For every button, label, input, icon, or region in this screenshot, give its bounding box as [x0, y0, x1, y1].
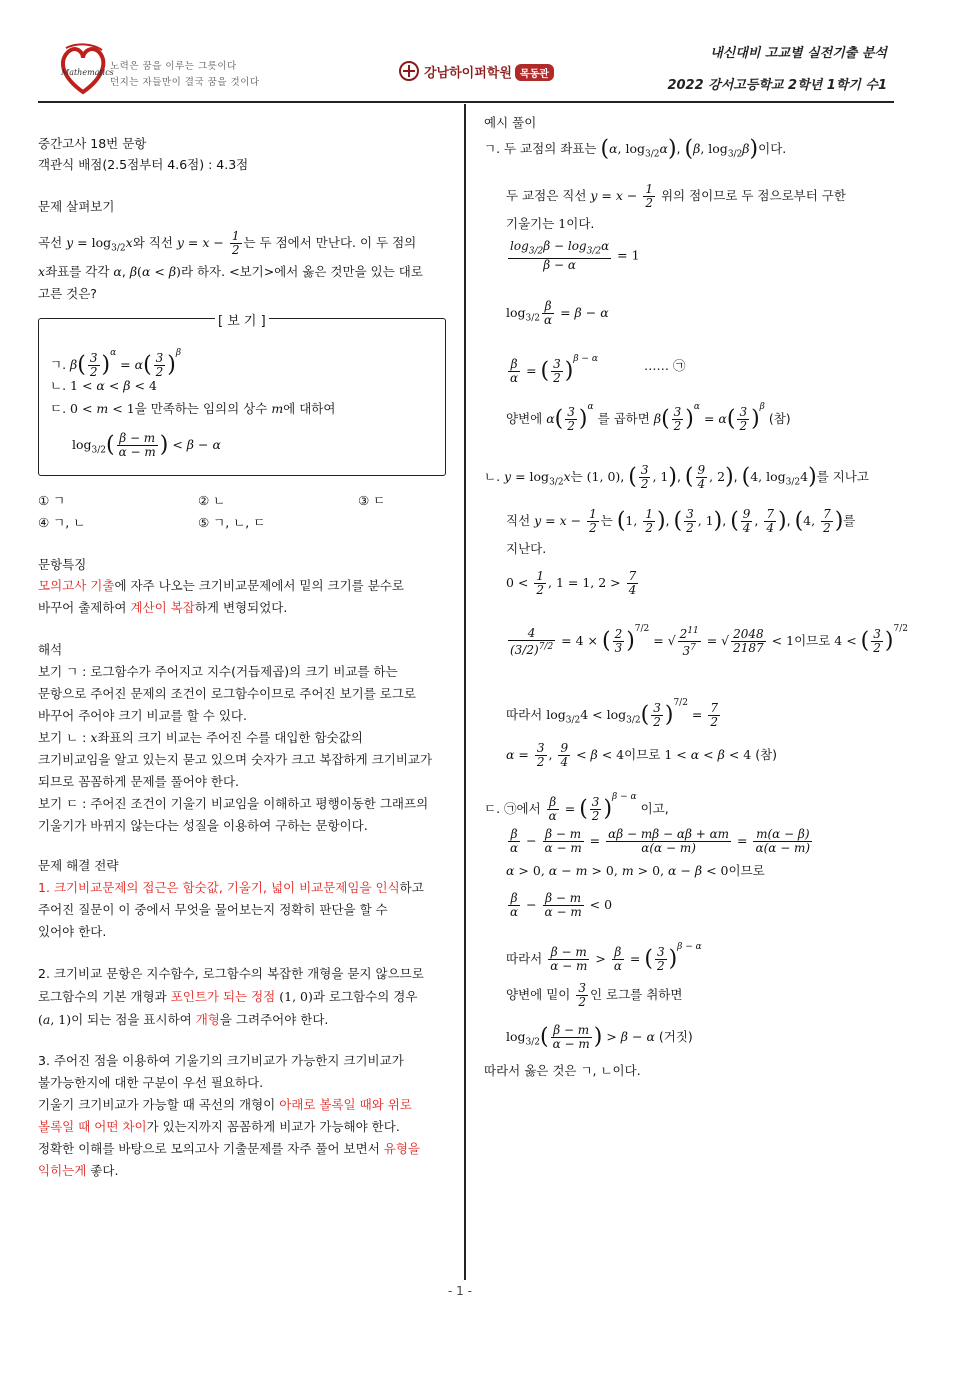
academy-brand [424, 62, 554, 81]
problem-line-2: x좌표를 각각 α, β(α < β)라 하자. <보기>에서 옳은 것만을 있는 대로 [38, 264, 423, 279]
look-heading: 문제 살펴보기 [38, 199, 115, 214]
analysis-line-2: 문항으로 주어진 문제의 조건이 로그함수이므로 주어진 보기를 로그로 [38, 686, 416, 701]
header-divider [38, 101, 894, 103]
brand-badge: 목동관 [515, 64, 554, 81]
feature-heading: 문항특징 [38, 557, 87, 572]
strategy-3-line-5: 정확한 이해를 바탕으로 모의고사 기출문제를 자주 풀어 보면서 유형을 [38, 1141, 420, 1156]
strategy-1-line-2: 주어진 질문이 이 중에서 무엇을 물어보는지 정확히 판단을 할 수 [38, 902, 388, 917]
choice-3[interactable]: ③ ㄷ [358, 493, 386, 508]
bogi-g: ㄱ. β( $\frac{3}{2}$ )$^\alpha$ = α( $\frac{3}{2}$ )$^\beta$ [50, 348, 182, 379]
sol-d-line-1: ㄷ. ㉠에서 $\frac{\beta}{\alpha}$ = ( $\frac{3}{2}$ )$^{\beta - \alpha}$ 이고, [484, 792, 669, 823]
sol-n-line-3: 지난다. [506, 541, 547, 556]
sol-n-line-1: ㄴ. $y = \log_{3/2}x$는 (1, 0), ( $\frac{3}{2}$ , 1), ( $\frac{9}{4}$ , 2), (4, $\log_{3/2}4$)를 지나고 [484, 463, 869, 491]
problem-line-1: 곡선 $y = \log_{3/2}x$와 직선 y = x − $\frac{1}{2}$ 는 두 점에서 만난다. 이 두 점의 [38, 229, 417, 257]
strategy-3-line-2: 불가능한지에 대한 구분이 우선 필요하다. [38, 1075, 264, 1090]
analysis-heading: 해석 [38, 642, 63, 657]
sol-d-eq-5: $\log_{3/2}$( $\frac{\beta - m}{\alpha - m}$ ) > β − α (거짓) [506, 1023, 693, 1051]
column-divider [464, 104, 466, 1280]
analysis-line-3: 바꾸어 주어야 크기 비교를 할 수 있다. [38, 708, 247, 723]
strategy-3-line-1: 3. 주어진 점을 이용하여 기울기의 크기비교가 가능한지 크기비교가 [38, 1053, 404, 1068]
header-title-1: 내신대비 고교별 실전기출 분석 [710, 46, 887, 61]
choice-5[interactable]: ⑤ ㄱ, ㄴ, ㄷ [198, 515, 266, 530]
header-quote-1: 노력은 꿈을 이루는 그릇이다 [110, 61, 237, 72]
question-title: 중간고사 18번 문항 [38, 136, 147, 151]
sol-n-eq-1: 0 < $\frac{1}{2}$ , 1 = 1, 2 > $\frac{7}{4}$ [506, 569, 637, 597]
page-number: - 1 - [448, 1284, 472, 1298]
strategy-2-line-2: 로그함수의 기본 개형과 포인트가 되는 정점 (1, 0)과 로그함수의 경우 [38, 989, 418, 1004]
bogi-title: [ 보 기 ] [215, 310, 269, 329]
question-score: 객관식 배점(2.5점부터 4.6점) : 4.3점 [38, 157, 249, 172]
problem-line-3: 고른 것은? [38, 286, 97, 301]
strategy-3-line-6: 익히는게 좋다. [38, 1163, 119, 1178]
sol-g-line-2: 두 교점은 직선 y = x − $\frac{1}{2}$ 위의 점이므로 두 점으로부터 구한 [506, 182, 846, 210]
sol-g-line-4: 양변에 α( $\frac{3}{2}$ )$^\alpha$ 를 곱하면 β( $\frac{3}{2}$ )$^\alpha$ = α( $\frac{3}{2}$ )$^\beta$ (참) [506, 402, 791, 433]
strategy-heading: 문제 해결 전략 [38, 858, 119, 873]
feature-line-1: 모의고사 기출에 자주 나오는 크기비교문제에서 밑의 크기를 분수로 [38, 578, 404, 593]
brand-name: 강남하이퍼학원 [424, 66, 512, 81]
academy-emblem-icon [398, 60, 420, 82]
strategy-2-line-3: (a, 1)이 되는 점을 표시하여 개형을 그려주어야 한다. [38, 1012, 329, 1027]
logo-script-text: Mathematics [61, 68, 114, 77]
strategy-1-line-3: 있어야 한다. [38, 924, 107, 939]
analysis-line-7: 보기 ㄷ : 주어진 조건이 기울기 비교임을 이해하고 평행이동한 그래프의 [38, 796, 429, 811]
equation-tag-1: …… ㉠ [644, 358, 686, 373]
sol-g-line-1: ㄱ. 두 교점의 좌표는 (α, $\log_{3/2}\alpha$), (β, $\log_{3/2}\beta$)이다. [484, 136, 787, 162]
sol-n-eq-4: α = $\frac{3}{2}$ , $\frac{9}{4}$ < β < 4이므로 1 < α < β < 4 (참) [506, 741, 778, 769]
strategy-1-line-1: 1. 크기비교문제의 접근은 함숫값, 기울기, 넓이 비교문제임을 인식하고 [38, 880, 424, 895]
strategy-3-line-4: 볼록일 때 어떤 차이가 있는지까지 꼼꼼하게 비교가 가능해야 한다. [38, 1119, 400, 1134]
academy-heart-logo [58, 40, 114, 100]
header-quote-2: 던지는 자들만이 결국 꿈을 것이다 [110, 77, 260, 88]
choice-1[interactable]: ① ㄱ [38, 493, 66, 508]
choice-2[interactable]: ② ㄴ [198, 493, 226, 508]
bogi-n: ㄴ. 1 < α < β < 4 [50, 378, 157, 393]
analysis-line-6: 되므로 꼼꼼하게 문제를 풀어야 한다. [38, 774, 239, 789]
bogi-d: ㄷ. 0 < m < 1을 만족하는 임의의 상수 m에 대하여 [50, 401, 336, 416]
feature-line-2: 바꾸어 출제하여 계산이 복잡하게 변형되었다. [38, 600, 288, 615]
bogi-d-formula: $\log_{3/2}$( $\frac{\beta - m}{\alpha - m}$ ) < β − α [72, 431, 221, 459]
sol-g-eq-1: $\frac{\log_{3/2}\beta - \log_{3/2}\alpha}{\beta - \alpha}$ = 1 [510, 239, 640, 273]
page-header [0, 0, 972, 105]
sol-d-eq-4: 따라서 $\frac{\beta - m}{\alpha - m}$ > $\frac{\beta}{\alpha}$ = ( $\frac{3}{2}$ )$^{\beta - \alpha}$ [506, 942, 702, 973]
final-answer: 따라서 옳은 것은 ㄱ, ㄴ이다. [484, 1063, 641, 1078]
sol-g-eq-2: $\log_{3/2}$ $\frac{\beta}{\alpha}$ = β − α [506, 299, 609, 327]
strategy-3-line-3: 기울기 크기비교가 가능할 때 곡선의 개형이 아래로 볼록일 때와 위로 [38, 1097, 412, 1112]
sol-n-eq-2: $\frac{4}{(3/2)^{7/2}}$ = 4 × ( $\frac{2}{3}$ )$^{7/2}$ = √ $\frac{2^{11}}{3^7}$ = √ $\frac{2048}{2187}$ < 1이므로 4 < ( $\frac{3}{2}$ )$^{7/2}$ [510, 624, 908, 658]
sol-n-eq-3: 따라서 $\log_{3/2}4 < \log_{3/2}$( $\frac{3}{2}$ )$^{7/2}$ = $\frac{7}{2}$ [506, 698, 718, 729]
sol-d-eq-3: $\frac{\beta}{\alpha}$ − $\frac{\beta - m}{\alpha - m}$ < 0 [510, 891, 613, 919]
analysis-line-1: 보기 ㄱ : 로그함수가 주어지고 지수(거듭제곱)의 크기 비교를 하는 [38, 664, 398, 679]
analysis-line-8: 기울기가 바뀌지 않는다는 성질을 이용하여 구하는 문항이다. [38, 818, 368, 833]
sol-d-eq-1: $\frac{\beta}{\alpha}$ − $\frac{\beta - m}{\alpha - m}$ = $\frac{\alpha\beta - m\beta - \alpha\beta + \alpha m}{\alpha(\alpha - m)}$ = $\frac{m(\alpha - \beta)}{\alpha(\alpha - m)}$ [510, 827, 811, 855]
sol-d-line-log: 양변에 밑이 $\frac{3}{2}$ 인 로그를 취하면 [506, 981, 683, 1009]
sol-n-line-2: 직선 y = x − $\frac{1}{2}$ 는 (1, $\frac{1}{2}$ ), ( $\frac{3}{2}$ , 1), ( $\frac{9}{4}$ , $\frac{7}{4}$ ), (4, $\frac{7}{2}$ )를 [506, 507, 856, 535]
choice-4[interactable]: ④ ㄱ, ㄴ [38, 515, 86, 530]
sol-d-eq-2: α > 0, α − m > 0, m > 0, α − β < 0이므로 [506, 863, 765, 878]
analysis-line-5: 크기비교임을 알고 있는지 묻고 있으며 숫자가 크고 복잡하게 크기비교가 [38, 752, 433, 767]
solution-heading: 예시 풀이 [484, 115, 537, 130]
sol-g-eq-3: $\frac{\beta}{\alpha}$ = ( $\frac{3}{2}$ )$^{\beta - \alpha}$ [510, 354, 598, 385]
sol-g-line-3: 기울기는 1이다. [506, 216, 595, 231]
strategy-2-line-1: 2. 크기비교 문항은 지수함수, 로그함수의 복잡한 개형을 묻지 않으므로 [38, 966, 424, 981]
analysis-line-4: 보기 ㄴ : x좌표의 크기 비교는 주어진 수를 대입한 함숫값의 [38, 730, 363, 745]
header-title-2: 2022 강서고등학교 2학년 1학기 수1 [667, 78, 887, 93]
